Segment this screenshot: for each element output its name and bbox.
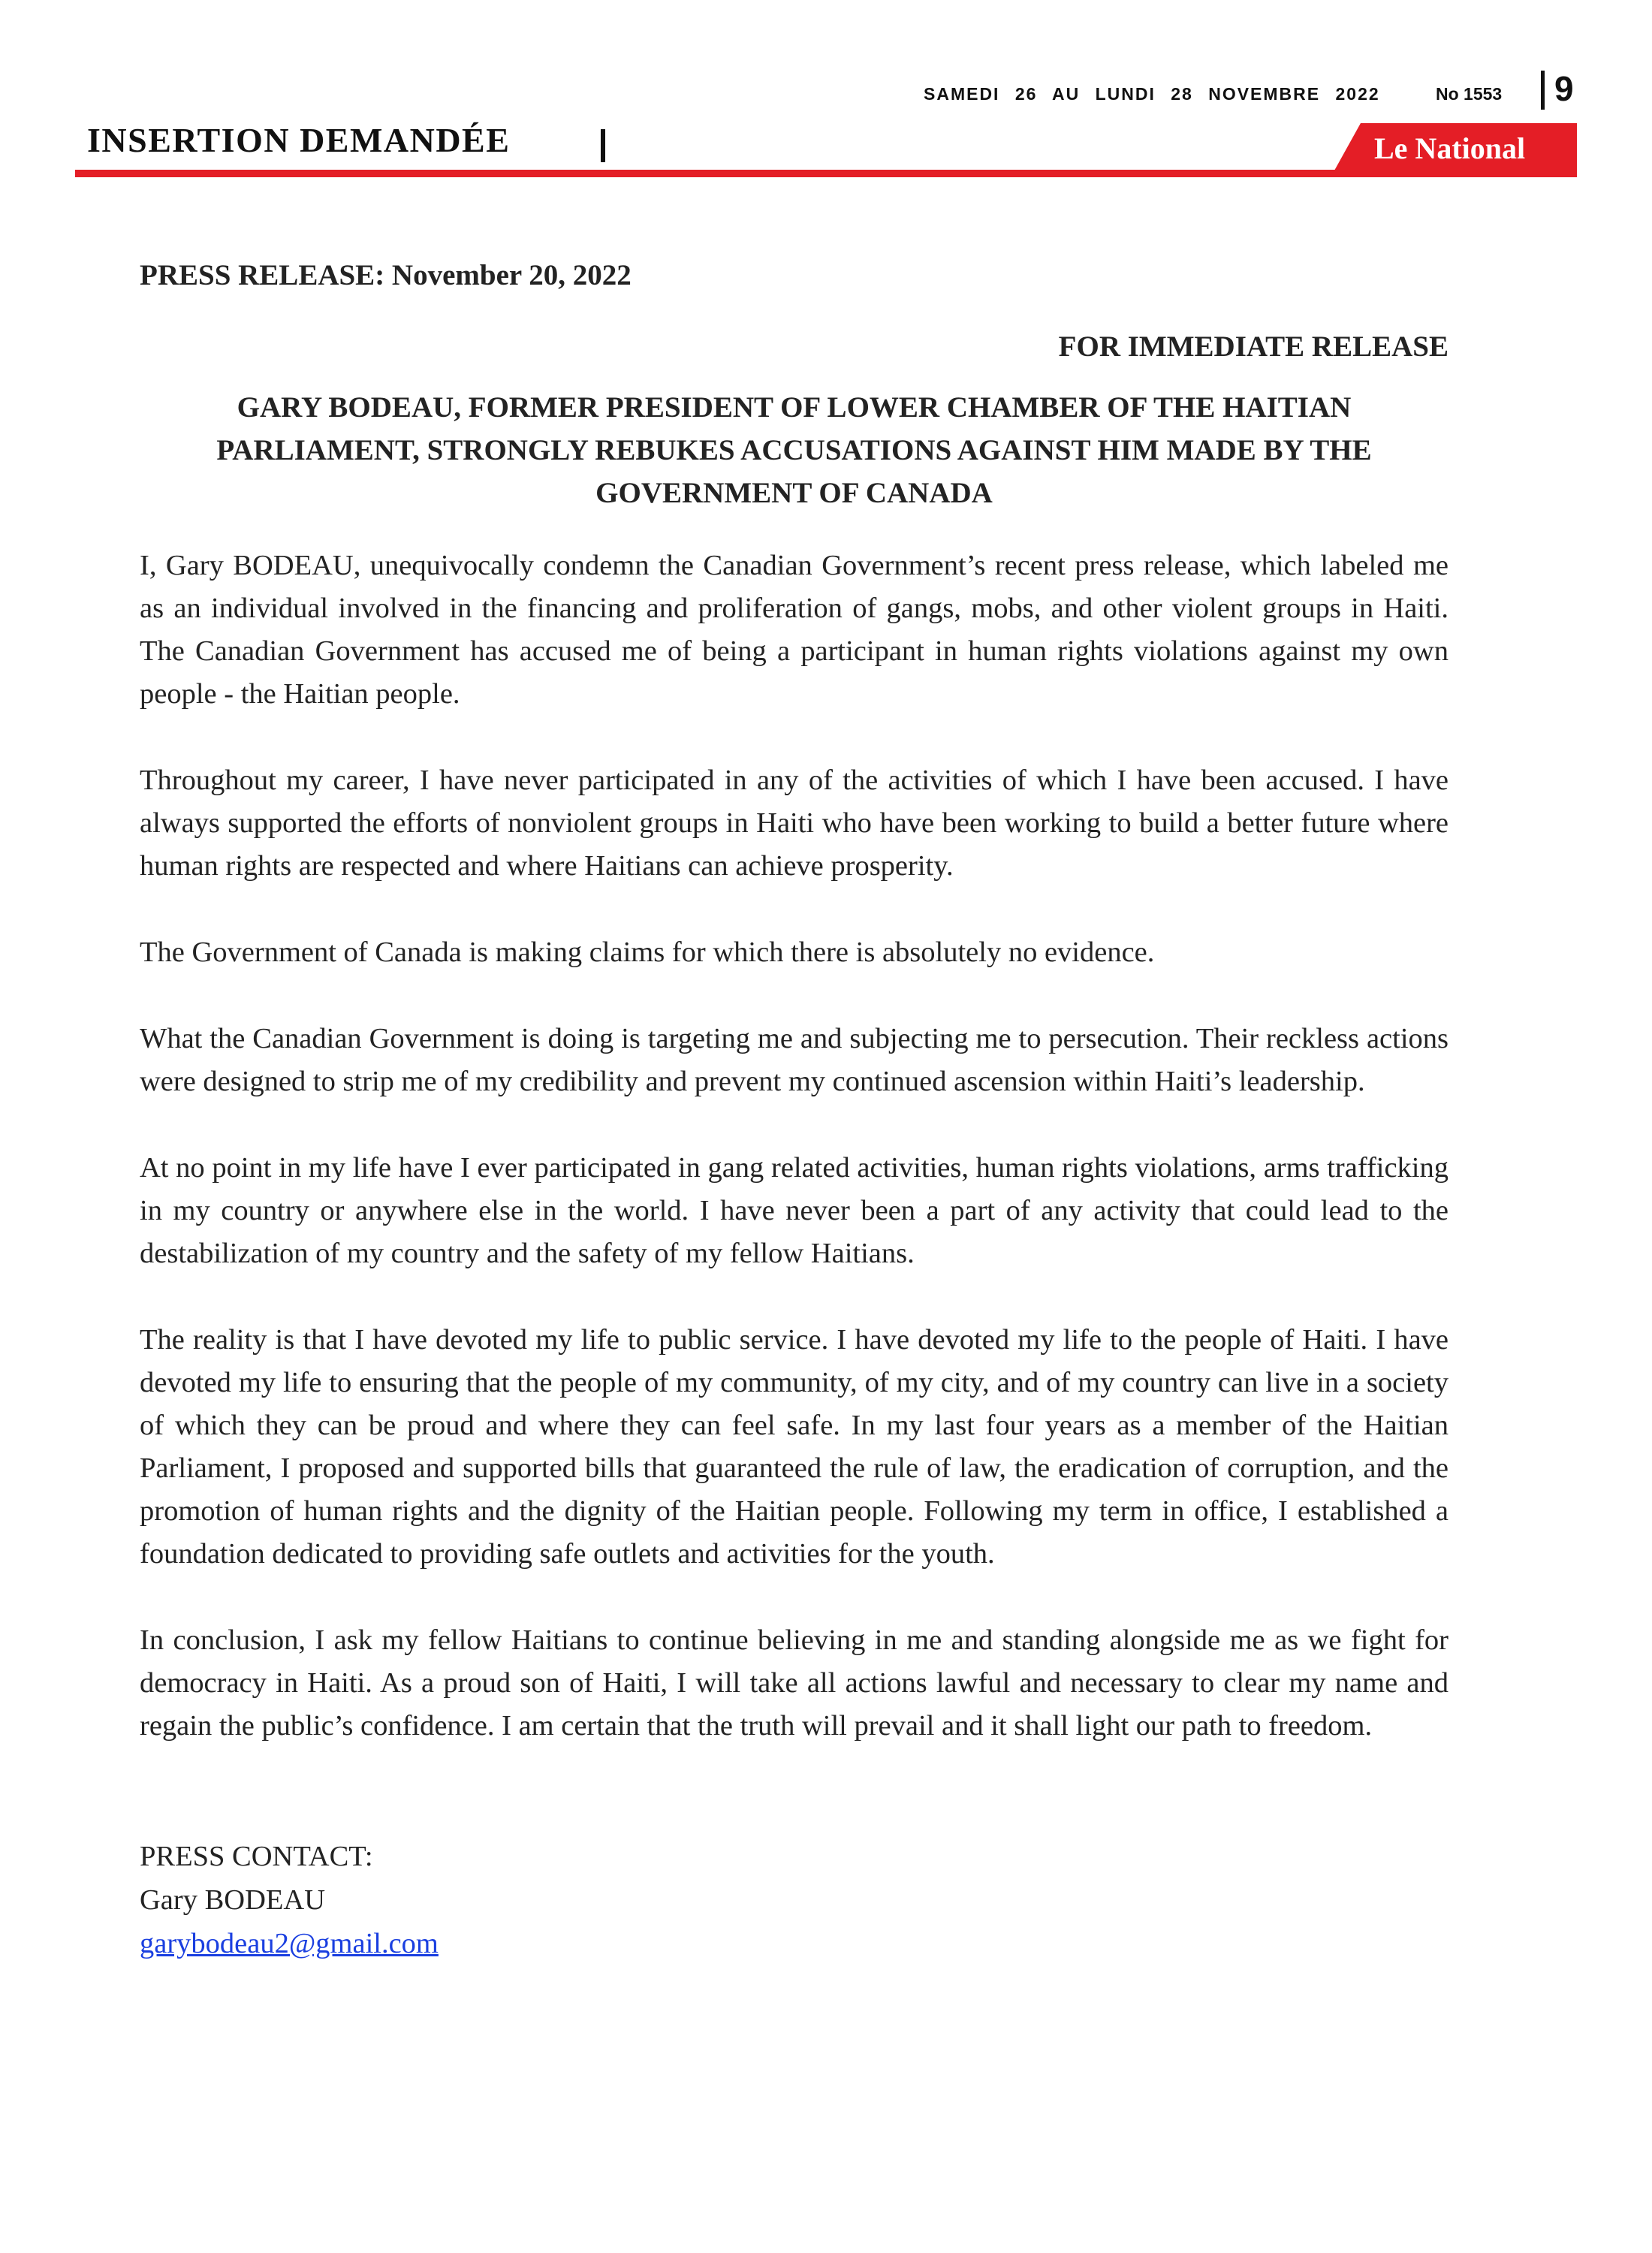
press-release [140,254,1449,1965]
press-contact [140,1835,1449,1965]
paragraph: Throughout my career, I have never participated in any of the activities of which I have been accused. I have always supported the efforts of nonviolent groups in Haiti who have been working to build a better future where human rights are respected and where Haitians can achieve prosperity. [140,765,1449,882]
issue-number: No 1553 [1436,84,1503,104]
section-title-divider [601,129,605,162]
paragraph: At no point in my life have I ever participated in gang related activities, human rights violations, arms trafficking in my country or anywhere else in the world. I have never been a part of any activity that could lead to the destabilization of my country and the safety of my fellow Haitians. [140,1152,1449,1269]
release-date-line: PRESS RELEASE: November 20, 2022 [140,259,632,291]
dateline: SAMEDI 26 AU LUNDI 28 NOVEMBRE 2022 [924,84,1380,104]
release-headline: GARY BODEAU, FORMER PRESIDENT OF LOWER CHAMBER OF THE HAITIAN PARLIAMENT, STRONGLY REBUKES ACCUSATIONS AGAINST HIM MADE BY THE GOVERNMENT OF CANADA [216,391,1372,509]
paragraph: The reality is that I have devoted my life to public service. I have devoted my life to the people of Haiti. I have devoted my life to ensuring that the people of my community, of my city, and of my country can live in a society of which they can be proud and where they can feel safe. In my last four years as a member of the Haitian Parliament, I proposed and supported bills that guaranteed the rule of law, the eradication of corruption, and the promotion of human rights and the dignity of the Haitian people. Following my term in office, I established a foundation dedicated to providing safe outlets and activities for the youth. [140,1324,1449,1570]
page-number-divider [1541,71,1545,110]
immediate-release-label: FOR IMMEDIATE RELEASE [1058,330,1449,363]
section-title: INSERTION DEMANDÉE [87,121,511,159]
brand-name: Le National [1374,131,1526,165]
paragraph: What the Canadian Government is doing is targeting me and subjecting me to persecution. Their reckless actions were designed to strip me of my credibility and prevent my continued ascension within Haiti’s leadership. [140,1023,1449,1097]
page-number: 9 [1554,69,1574,108]
press-contact-name: Gary BODEAU [140,1884,325,1916]
paragraph: In conclusion, I ask my fellow Haitians to continue believing in me and standing alongside me as we fight for democracy in Haiti. As a proud son of Haiti, I will take all actions lawful and necessary to clear my name and regain the public’s confidence. I am certain that the truth will prevail and it shall light our path to freedom. [140,1624,1449,1742]
press-contact-email-link[interactable]: garybodeau2@gmail.com [140,1928,439,1959]
paragraph: The Government of Canada is making claims for which there is absolutely no evidence. [140,936,1155,968]
press-contact-label: PRESS CONTACT: [140,1841,373,1872]
paragraph: I, Gary BODEAU, unequivocally condemn the Canadian Government’s recent press release, which labeled me as an individual involved in the financing and proliferation of gangs, mobs, and other violent groups in Haiti. The Canadian Government has accused me of being a participant in human rights violations against my own people - the Haitian people. [140,550,1449,710]
